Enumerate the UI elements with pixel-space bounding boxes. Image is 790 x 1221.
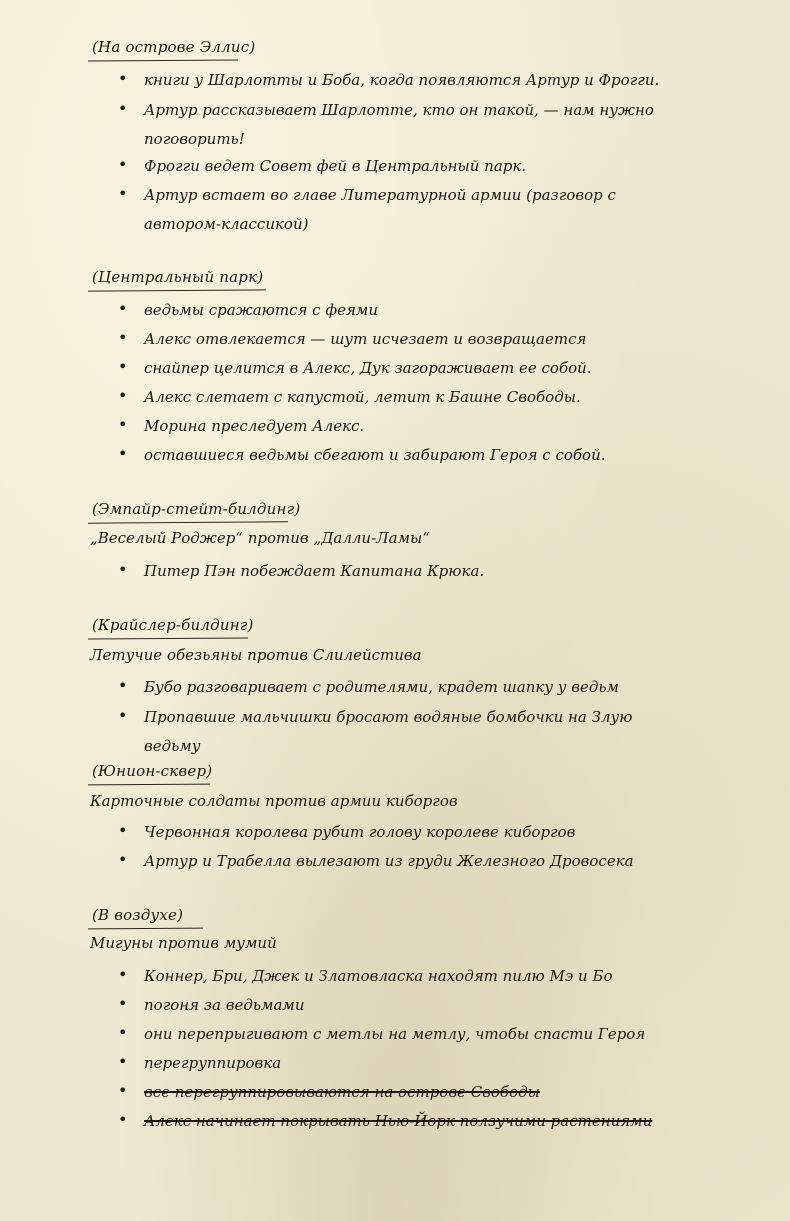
bullet-icon: • (118, 706, 128, 725)
heading-underline (88, 784, 210, 786)
bullet-icon: • (118, 184, 128, 203)
section-subtitle: Карточные солдаты против армии киборгов (90, 792, 458, 810)
section-heading: (На острове Эллис) (92, 38, 256, 56)
section-heading: (Эмпайр-стейт-билдинг) (92, 500, 301, 518)
bullet-icon: • (118, 69, 128, 88)
bullet-icon: • (118, 821, 128, 840)
bullet-icon: • (118, 155, 128, 174)
list-item: • Фрогги ведет Совет фей в Центральный парк. (118, 152, 678, 182)
bullet-icon: • (118, 357, 128, 376)
bullet-icon: • (118, 328, 128, 347)
section-heading: (Юнион-сквер) (92, 762, 213, 780)
heading-underline (88, 521, 288, 523)
section-heading: (В воздухе) (92, 906, 184, 924)
heading-underline (88, 928, 203, 930)
bullet-icon: • (118, 994, 128, 1013)
section-subtitle: Летучие обезьяны против Слилейстива (90, 646, 422, 664)
bullet-icon: • (118, 560, 128, 579)
section-heading: (Крайслер-билдинг) (92, 616, 254, 634)
notebook-page: (На острове Эллис) • книги у Шарлотты и Боба, когда появляются Артур и Фрогги. • Артур рассказывает Шарлотте, кто он такой, — нам нужно поговорить! • Фрогги ведет Совет фей в Центральный парк. • Артур встает во главе Литературной армии (разговор с автором-классикой) (Центральный парк) • ведьмы сражаются с феями • Алекс отвлекается — шут исчезает и возвращается • снайпер целится в Алекс, Дук загораживает ее собой. • Алекс слетает с капустой, летит к Башне Свободы. • Морина преследует Алекс. • оставшиеся ведьмы сбегают и забирают Героя с собой. (Эмпайр-стейт-билдинг) „Веселый Роджер“ против „Далли-Ламы“ • Питер Пэн побеждает Капитана Крюка. (Крайслер-билдинг) Летучие обезьяны против Слилейстива • Бубо разговаривает с родителями, крадет шапку у ведьм • Пропавшие мальчишки бросают водяные бомбочки на Злую ведьму (Юнион-сквер) Карточные солдаты против армии киборгов • Червонная королева рубит голову королеве киборгов • Артур и Трабелла вылезают из груди Железного Дровосека (В воздухе) Мигуны против мумий • Коннер, Бри, Джек и Златовласка находят пилю Мэ и Бо • погоня за ведьмами • они перепрыгивают с метлы на метлу, чтобы спасти Героя • перегруппировка • все перегруппировываются на острове Свободы • Алекс начинает покрывать Нью-Йорк ползучими растениями (0, 0, 790, 1221)
bullet-icon: • (118, 965, 128, 984)
list-item: • Артур встает во главе Литературной армии (разговор с автором-классикой) (118, 181, 678, 239)
bullet-icon: • (118, 850, 128, 869)
bullet-icon: • (118, 99, 128, 118)
bullet-icon: • (118, 1110, 128, 1129)
bullet-icon: • (118, 1081, 128, 1100)
list-item: • Артур рассказывает Шарлотте, кто он такой, — нам нужно поговорить! (118, 96, 678, 154)
bullet-icon: • (118, 676, 128, 695)
bullet-icon: • (118, 1052, 128, 1071)
list-item: • книги у Шарлотты и Боба, когда появляются Артур и Фрогги. (118, 66, 678, 96)
bullet-icon: • (118, 299, 128, 318)
bullet-icon: • (118, 444, 128, 463)
heading-underline (88, 59, 238, 61)
heading-underline (88, 289, 266, 291)
section-subtitle: „Веселый Роджер“ против „Далли-Ламы“ (90, 529, 430, 547)
bullet-icon: • (118, 1023, 128, 1042)
heading-underline (88, 637, 248, 639)
bullet-icon: • (118, 415, 128, 434)
section-heading: (Центральный парк) (92, 268, 264, 286)
section-subtitle: Мигуны против мумий (90, 934, 277, 952)
bullet-icon: • (118, 386, 128, 405)
